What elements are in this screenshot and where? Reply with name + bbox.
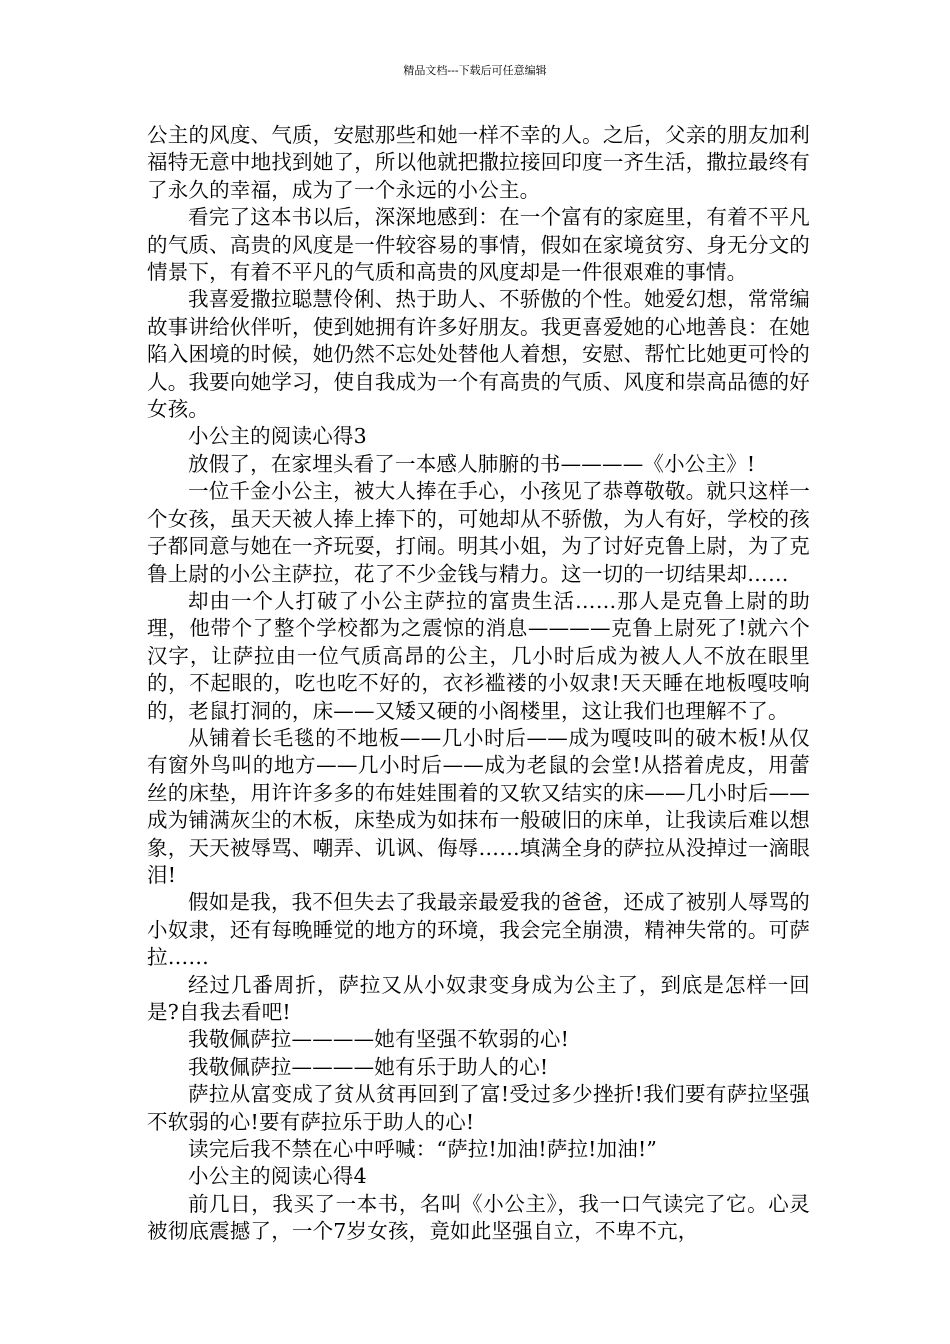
paragraph: 经过几番周折，萨拉又从小奴隶变身成为公主了，到底是怎样一回是?自我去看吧! (147, 972, 810, 1024)
paragraph: 前几日，我买了一本书，名叫《小公主》，我一口气读完了它。心灵被彻底震撼了，一个7岁女孩，竟如此坚强自立，不卑不亢， (147, 1191, 810, 1244)
page-header: 精品文档---下载后可任意编辑 (403, 64, 547, 77)
paragraph: 我敬佩萨拉————她有坚强不软弱的心! (188, 1027, 570, 1052)
paragraph: 我敬佩萨拉————她有乐于助人的心! (188, 1054, 549, 1079)
paragraph: 假如是我，我不但失去了我最亲最爱我的爸爸，还成了被别人辱骂的小奴隶，还有每晚睡觉的地方的环境，我会完全崩溃，精神失常的。可萨拉…… (147, 890, 810, 970)
paragraph: 却由一个人打破了小公主萨拉的富贵生活……那人是克鲁上尉的助理，他带个了整个学校都为之震惊的消息————克鲁上尉死了!就六个汉字，让萨拉由一位气质高昂的公主，几小时后成为被人人不放在眼里的，不起眼的，吃也吃不好的，衣衫褴褛的小奴隶!天天睡在地板嘎吱响的，老鼠打洞的，床——又矮又硬的小阁楼里，这让我们也理解不了。 (147, 588, 810, 723)
paragraph: 萨拉从富变成了贫从贫再回到了富!受过多少挫折!我们要有萨拉坚强不软弱的心!要有萨拉乐于助人的心! (147, 1082, 810, 1134)
paragraph: 从铺着长毛毯的不地板——几小时后——成为嘎吱叫的破木板!从仅有窗外鸟叫的地方——几小时后——成为老鼠的会堂!从搭着虎皮，用蕾丝的床垫，用许许多多的布娃娃围着的又软又结实的床——几小时后——成为铺满灰尘的木板，床垫成为如抹布一般破旧的床单，让我读后难以想象，天天被辱骂、嘲弄、讥讽、侮辱……填满全身的萨拉从没掉过一滴眼泪! (147, 725, 810, 887)
paragraph-continuation: 公主的风度、气质，安慰那些和她一样不幸的人。之后，父亲的朋友加利福特无意中地找到她了，所以他就把撒拉接回印度一齐生活，撒拉最终有了永久的幸福，成为了一个永远的小公主。 (147, 123, 810, 202)
paragraph: 读完后我不禁在心中呼喊：“萨拉!加油!萨拉!加油!” (188, 1137, 658, 1162)
section-heading: 小公主的阅读心得3 (188, 424, 367, 449)
paragraph: 我喜爱撒拉聪慧伶俐、热于助人、不骄傲的个性。她爱幻想，常常编故事讲给伙伴听，使到她拥有许多好朋友。我更喜爱她的心地善良：在她陷入困境的时候，她仍然不忘处处替他人着想，安慰、帮忙比她更可怜的人。我要向她学习，使自我成为一个有高贵的气质、风度和崇高品德的好女孩。 (147, 287, 810, 422)
paragraph: 一位千金小公主，被大人捧在手心，小孩见了恭尊敬敬。就只这样一个女孩，虽天天被人捧上捧下的，可她却从不骄傲，为人有好，学校的孩子都同意与她在一齐玩耍，打闹。明其小姐，为了讨好克鲁上尉，为了克鲁上尉的小公主萨拉，花了不少金钱与精力。这一切的一切结果却…… (147, 479, 810, 586)
document-body (147, 122, 810, 1246)
paragraph: 放假了，在家埋头看了一本感人肺腑的书————《小公主》! (188, 451, 756, 476)
paragraph: 看完了这本书以后，深深地感到：在一个富有的家庭里，有着不平凡的气质、高贵的风度是一件较容易的事情，假如在家境贫穷、身无分文的情景下，有着不平凡的气质和高贵的风度却是一件很艰难的事情。 (147, 205, 810, 285)
section-heading: 小公主的阅读心得4 (188, 1164, 367, 1189)
